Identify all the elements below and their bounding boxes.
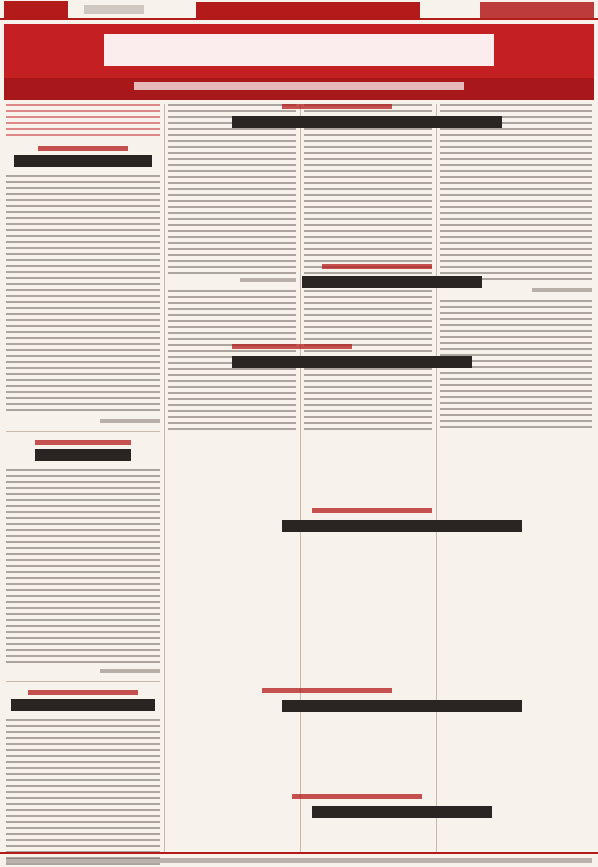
kicker-block xyxy=(312,508,432,513)
byline-block xyxy=(532,288,592,292)
divider xyxy=(6,431,160,432)
headline-block xyxy=(282,700,522,712)
column-name-banner xyxy=(196,2,420,18)
page-footer xyxy=(0,852,598,867)
column-rule xyxy=(436,104,437,852)
headline-block xyxy=(302,276,482,288)
kicker-block xyxy=(28,690,138,695)
banner-title-block xyxy=(104,34,494,66)
kicker-block xyxy=(232,344,352,349)
footer-text-block xyxy=(6,858,592,863)
divider xyxy=(6,681,160,682)
headline-block xyxy=(232,116,502,128)
issue-date-line xyxy=(84,5,144,14)
banner-subtitle-block xyxy=(134,82,464,90)
kicker-block xyxy=(35,440,131,445)
editor-note-block xyxy=(6,104,160,138)
byline-block xyxy=(100,419,160,423)
body-text-block xyxy=(440,104,592,284)
newspaper-logo xyxy=(480,2,594,18)
headline-block xyxy=(312,806,492,818)
byline-block xyxy=(100,669,160,673)
headline-block xyxy=(282,520,522,532)
kicker-block xyxy=(292,794,422,799)
body-text-block xyxy=(6,719,160,867)
headline-block xyxy=(232,356,472,368)
kicker-block xyxy=(262,688,392,693)
kicker-block xyxy=(282,104,392,109)
page-number-block xyxy=(4,1,68,18)
byline-block xyxy=(240,278,296,282)
body-text-block xyxy=(6,175,160,415)
kicker-block xyxy=(38,146,128,151)
body-text-block xyxy=(6,469,160,665)
headline-block xyxy=(14,155,152,167)
column-2 xyxy=(168,104,296,430)
headline-block xyxy=(11,699,155,711)
column-rule xyxy=(300,104,301,852)
body-text-block xyxy=(304,104,432,274)
column-1 xyxy=(6,104,160,867)
body-text-block xyxy=(168,104,296,274)
kicker-block xyxy=(322,264,432,269)
column-4 xyxy=(440,104,592,430)
feature-banner xyxy=(4,24,594,100)
headline-block xyxy=(35,449,131,461)
column-rule xyxy=(164,104,165,852)
